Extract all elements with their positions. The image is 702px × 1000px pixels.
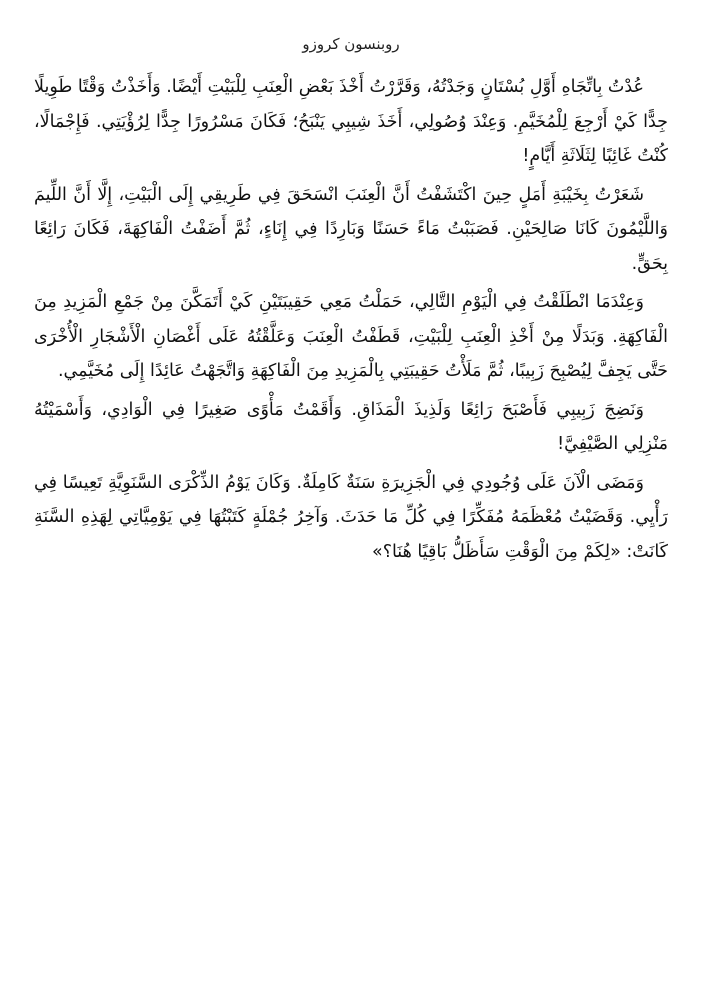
paragraph-2: شَعَرْتُ بِخَيْبَةِ أَمَلٍ حِينَ اكْتَشَفْتُ أَنَّ الْعِنَبَ انْسَحَقَ فِي طَرِيقِي إِلَى الْبَيْتِ، إِلَّا أَنَّ اللِّيمَ وَاللَّيْمُونَ كَانَا صَالِحَيْنِ. فَصَبَبْتُ مَاءً حَسَنًا وَبَارِدًا فِي إِنَاءٍ، ثُمَّ أَضَفْتُ الْفَاكِهَةَ، فَكَانَ رَائِعًا بِحَقٍّ.	[34, 184, 668, 274]
body-text	[34, 70, 668, 573]
paragraph-1: عُدْتُ بِاتِّجَاهِ أَوَّلِ بُسْتَانٍ وَجَدْتُهُ، وَقَرَّرْتُ أَخْذَ بَعْضِ الْعِنَبِ لِلْبَيْتِ أَيْضًا. وَأَخَذْتُ وَقْتًا طَوِيلًا جِدًّا كَيْ أَرْجِعَ لِلْمُخَيَّمِ. وَعِنْدَ وُصُولِي، أَخَذَ شِيبِي يَنْبَحُ؛ فَكَانَ مَسْرُورًا جِدًّا لِرُؤْيَتِي. فَإِجْمَالًا، كُنْتُ غَائِبًا لِثَلَاثَةِ أَيَّامٍ!	[34, 77, 668, 166]
paragraph-4: وَنَضِجَ زَبِيبِي فَأَصْبَحَ رَائِعًا وَلَذِيذَ الْمَذَاقِ. وَأَقَمْتُ مَأْوًى صَغِيرًا فِي الْوَادِي، وَأَسْمَيْتُهُ مَنْزِلِي الصَّيْفِيَّ!	[34, 399, 668, 454]
paragraph-5: وَمَضَى الْآنَ عَلَى وُجُودِي فِي الْجَزِيرَةِ سَنَةٌ كَامِلَةٌ. وَكَانَ يَوْمُ الذِّكْرَى السَّنَوِيَّةِ تَعِيسًا فِي رَأْيِي. وَقَضَيْتُ مُعْظَمَهُ مُفَكِّرًا فِي كُلِّ مَا حَدَثَ. وَآخِرُ جُمْلَةٍ كَتَبْتُهَا فِي يَوْمِيَّاتِي لِهَذِهِ السَّنَةِ كَانَتْ: «لِكَمْ مِنَ الْوَقْتِ سَأَظَلُّ بَاقِيًا هُنَا؟»	[34, 472, 668, 562]
paragraph-3: وَعِنْدَمَا انْطَلَقْتُ فِي الْيَوْمِ التَّالِي، حَمَلْتُ مَعِي حَقِيبَتَيْنِ كَيْ أَتَمَكَّنَ مِنْ جَمْعِ الْمَزِيدِ مِنَ الْفَاكِهَةِ. وَبَدَلًا مِنْ أَخْذِ الْعِنَبِ لِلْبَيْتِ، قَطَفْتُ الْعِنَبَ وَعَلَّقْتُهُ عَلَى أَغْصَانِ الْأَشْجَارِ الْأُخْرَى حَتَّى يَجِفَّ لِيُصْبِحَ زَبِيبًا، ثُمَّ مَلَأْتُ حَقِيبَتِي بِالْمَزِيدِ مِنَ الْفَاكِهَةِ وَاتَّجَهْتُ عَائِدًا إِلَى مُخَيَّمِي.	[34, 292, 668, 381]
running-header: روبنسون كروزو	[302, 35, 400, 53]
